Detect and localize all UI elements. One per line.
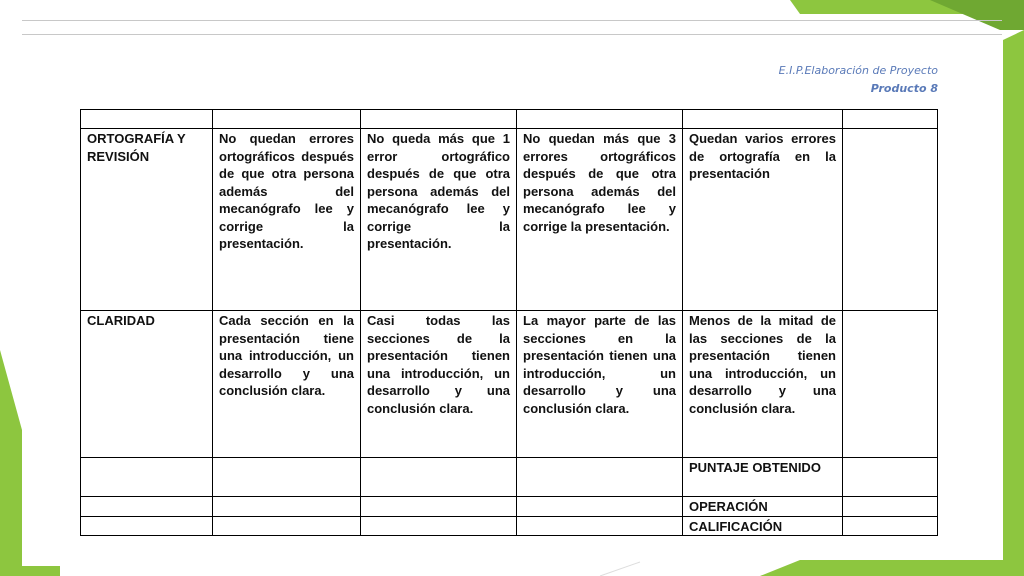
empty-cell xyxy=(81,110,213,129)
header-project-title: E.I.P.Elaboración de Proyecto xyxy=(778,64,938,77)
criterion-cell: ORTOGRAFÍA Y REVISIÓN xyxy=(81,129,213,311)
level-cell: No queda más que 1 error ortográfico después de que otra persona además del mecanógrafo lee y corrige la presentación. xyxy=(361,129,517,311)
level-cell: Menos de la mitad de las secciones de la presentación tienen una introducción, un desarrollo y una conclusión clara. xyxy=(683,311,843,458)
calificacion-label: CALIFICACIÓN xyxy=(683,516,843,536)
header-rule-bottom xyxy=(22,34,1002,35)
empty-cell xyxy=(843,110,938,129)
bottom-left-green-shape xyxy=(22,566,60,576)
header-rule-top xyxy=(22,20,1002,21)
empty-cell xyxy=(213,110,361,129)
level-cell: Cada sección en la presentación tiene una introducción, un desarrollo y una conclusión clara. xyxy=(213,311,361,458)
table-row xyxy=(81,497,938,517)
level-cell: No quedan errores ortográficos después de que otra persona además del mecanógrafo lee y corrige la presentación. xyxy=(213,129,361,311)
calificacion-value-cell xyxy=(843,516,938,536)
operacion-label: OPERACIÓN xyxy=(683,497,843,517)
empty-cell xyxy=(81,458,213,497)
empty-cell xyxy=(361,458,517,497)
table-row xyxy=(81,110,938,129)
empty-cell xyxy=(81,497,213,517)
top-right-green-band xyxy=(930,0,1024,30)
document-header xyxy=(779,64,938,95)
empty-cell xyxy=(361,110,517,129)
right-green-edge xyxy=(1003,30,1024,576)
header-product-number: Producto 8 xyxy=(870,82,938,95)
level-cell: Quedan varios errores de ortografía en la presentación xyxy=(683,129,843,311)
empty-cell xyxy=(361,516,517,536)
empty-cell xyxy=(213,458,361,497)
empty-cell xyxy=(81,516,213,536)
empty-cell xyxy=(361,497,517,517)
empty-cell xyxy=(683,110,843,129)
bottom-right-green-shape xyxy=(760,560,1003,576)
table-row xyxy=(81,516,938,536)
level-cell: La mayor parte de las secciones en la presentación tienen una introducción, un desarrollo y una conclusión clara. xyxy=(517,311,683,458)
empty-cell xyxy=(213,516,361,536)
bottom-faint-line xyxy=(600,562,640,576)
empty-cell xyxy=(517,458,683,497)
puntaje-label: PUNTAJE OBTENIDO xyxy=(683,458,843,497)
left-green-sliver xyxy=(0,350,22,576)
score-cell xyxy=(843,129,938,311)
empty-cell xyxy=(213,497,361,517)
operacion-value-cell xyxy=(843,497,938,517)
criterion-cell: CLARIDAD xyxy=(81,311,213,458)
table-row xyxy=(81,458,938,497)
score-cell xyxy=(843,311,938,458)
level-cell: No quedan más que 3 errores ortográficos después de que otra persona además del mecanógrafo lee y corrige la presentación. xyxy=(517,129,683,311)
rubric-table xyxy=(80,109,938,536)
table-row xyxy=(81,311,938,458)
table-row xyxy=(81,129,938,311)
level-cell: Casi todas las secciones de la presentación tienen una introducción, un desarrollo y una conclusión clara. xyxy=(361,311,517,458)
empty-cell xyxy=(517,110,683,129)
empty-cell xyxy=(517,516,683,536)
puntaje-value-cell xyxy=(843,458,938,497)
empty-cell xyxy=(517,497,683,517)
